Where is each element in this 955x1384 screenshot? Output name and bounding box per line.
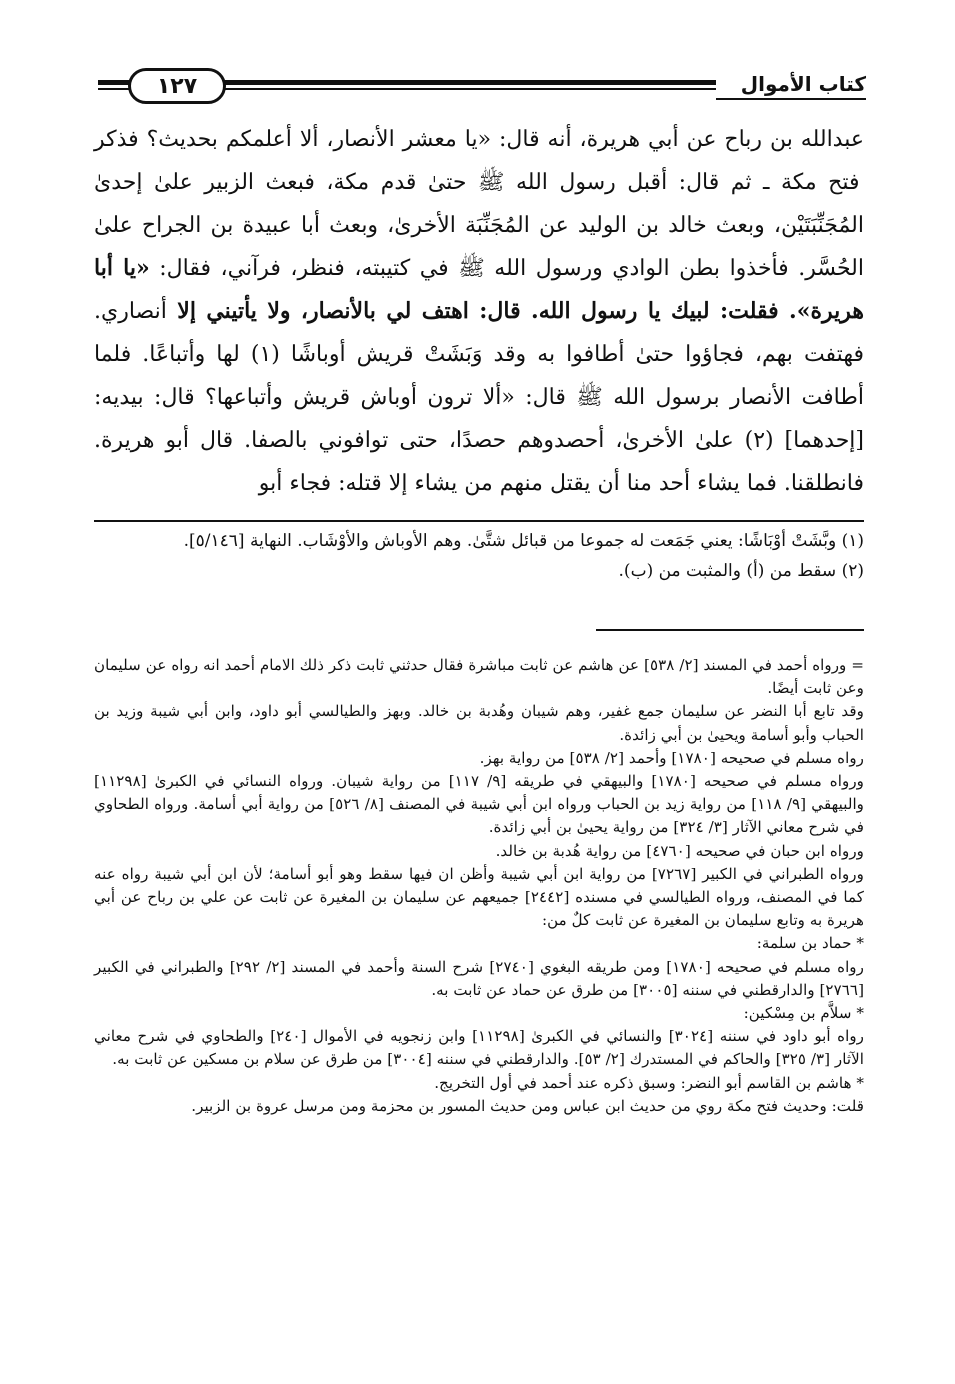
footnote: (٢) سقط من (أ) والمثبت من (ب). [618, 561, 864, 581]
reference-paragraph: رواه مسلم في صحيحه [١٧٨٠] ومن طريقه البغوي [٢٧٤٠] شرح السنة وأحمد في المسند [٢/ ٢٩٢] والطبراني في الكبير [٢٧٦٦] والدارقطني في سننه [٣٠٠٥] من طرق عن حماد عن ثابت به. [94, 957, 864, 999]
main-line: أنصاري. فهتفت بهم، فجاؤوا حتىٰ أطافوا به وقد وَبَشَتْ قريش أوباشًا (١) لها [94, 299, 864, 367]
main-line: وأتباعًا. فلما أطافت الأنصار برسول الله ﷺ قال: «ألا ترون أوباش قريش وأتباعها؟ [94, 342, 864, 410]
footnotes [94, 526, 864, 586]
main-line: عبدالله بن رباح عن أبي هريرة، أنه قال: «يا معشر الأنصار، ألا أعلمكم بحديث؟ [138, 127, 864, 152]
reference-paragraph: = ورواه أحمد في المسند [٢/ ٥٣٨] عن هاشم عن ثابت مباشرة فقال حدثني ثابت ذكر ذلك الامام أحمد انه رواه عن سليمان وعن ثابت أيضًا. [94, 656, 865, 698]
main-line: فذكر فتح مكة ـ ثم قال: أقبل رسول الله ﷺ حتىٰ قدم مكة، فبعث الزبير علىٰ إحدىٰ [94, 127, 860, 195]
footnote-divider [94, 520, 864, 522]
reference-paragraph: * حماد بن سلمة: [756, 934, 864, 953]
main-text [94, 118, 864, 505]
page-header [96, 62, 866, 108]
main-line: المُجَنِّبَتَيْن، وبعث خالد بن الوليد عن المُجَنِّبَة الأخرىٰ، وبعث أبا عبيدة بن الجراح [132, 213, 864, 238]
main-line: قال: بيديه: [إحدهما] (٢) علىٰ الأخرىٰ، أحصدوهم حصدًا، حتى توافوني بالصفا. [94, 385, 865, 453]
main-text-paragraph [94, 118, 864, 505]
reference-paragraph: رواه أبو داود في سننه [٣٠٢٤] والنسائي في الكبرىٰ [١١٢٩٨] وابن زنجويه في الأموال [٢٤٠] والطحاوي في شرح معاني الآثار [٣/ ٣٢٥] والحاكم في المستدرك [٢/ ٥٣]. والدارقطني في سننه [٣٠٠٤] من طرق عن سلام بن مسكين عن ثابت به. [94, 1027, 864, 1069]
reference-paragraph: وقد تابع أبا النضر عن سليمان جمع غفير، وهم شيبان وهُدبة بن خالد. وبهز والطيالسي أبو داود، وابن أبي شيبة وزيد بن الحباب وأبو أسامة ويحيىٰ بن أبي زائدة. [94, 702, 864, 744]
reference-divider [596, 629, 864, 631]
reference-paragraph: ورواه الطبراني في الكبير [٧٢٦٧] من رواية ابن أبي شيبة وأظن ان فيها سقط وهو أبو أسامة؛ لأن ابن أبي شيبة رواه عنه كما في المصنف، ورواه الطيالسي في مسنده [٢٤٤٢] جميعهم عن سليمان بن المغيرة عن ثابت عن علي بن رباح عن أبي هريرة به وتابع سليمان بن المغيرة عن ثابت كلٌ من: [94, 864, 864, 930]
reference-paragraph: * هاشم بن القاسم أبو النضر: وسبق ذكره عند أحمد في أول التخريج. [434, 1073, 864, 1092]
page-number: ١٢٧ [128, 68, 226, 104]
main-line: قال أبو هريرة. فانطلقنا. فما يشاء أحد منا أن يقتل منهم من يشاء إلا قتله: فجاء أبو [94, 428, 864, 496]
reference-paragraph: رواه مسلم في صحيحه [١٧٨٠] وأحمد [٢/ ٥٣٨] من رواية بهز. [479, 748, 864, 767]
reference-paragraph: * سلاَّم بن مِسْكين: [743, 1004, 864, 1023]
header-underline [716, 98, 866, 100]
main-line: علىٰ الحُسَّر. فأخذوا بطن الوادي ورسول الله ﷺ في كتيبته، فنظر، فرآني، فقال: [94, 213, 864, 281]
main-line: «يا أبا هريرة». فقلت: لبيك يا رسول الله. قال: اهتف لي بالأنصار، ولا يأتيني إلا [94, 255, 864, 324]
footnote: (١) وبَّشَتْ أوْبَاشًا: يعني جَمَعت له جموعا من قبائل شتَّىٰ. وهم الأوباش والأوْشَاب. النهاية [٥/١٤٦]. [183, 531, 864, 551]
reference-paragraph: قلت: وحديث فتح مكة روي من حديث ابن عباس ومن حديث المسور بن محزمة ومن مرسل عروة بن الزبير. [191, 1096, 864, 1115]
reference-paragraph: ورواه ابن حبان في صحيحه [٤٧٦٠] من رواية هُدبة بن خالد. [495, 841, 864, 860]
references [94, 654, 864, 1118]
reference-paragraph: ورواه مسلم في صحيحه [١٧٨٠] والبيهقي في طريقه [٩/ ١١٧] من رواية شيبان. ورواه النسائي في الكبرىٰ [١١٢٩٨] والبيهقي [٩/ ١١٨] من رواية زيد بن الحباب ورواه ابن أبي شيبة في المصنف [٨/ ٥٢٦] من رواية أبي أسامة. ورواه الطحاوي في شرح معاني الآثار [٣/ ٣٢٤] من رواية يحيىٰ بن أبي زائدة. [94, 772, 864, 837]
book-title: كتاب الأموال [740, 72, 866, 96]
